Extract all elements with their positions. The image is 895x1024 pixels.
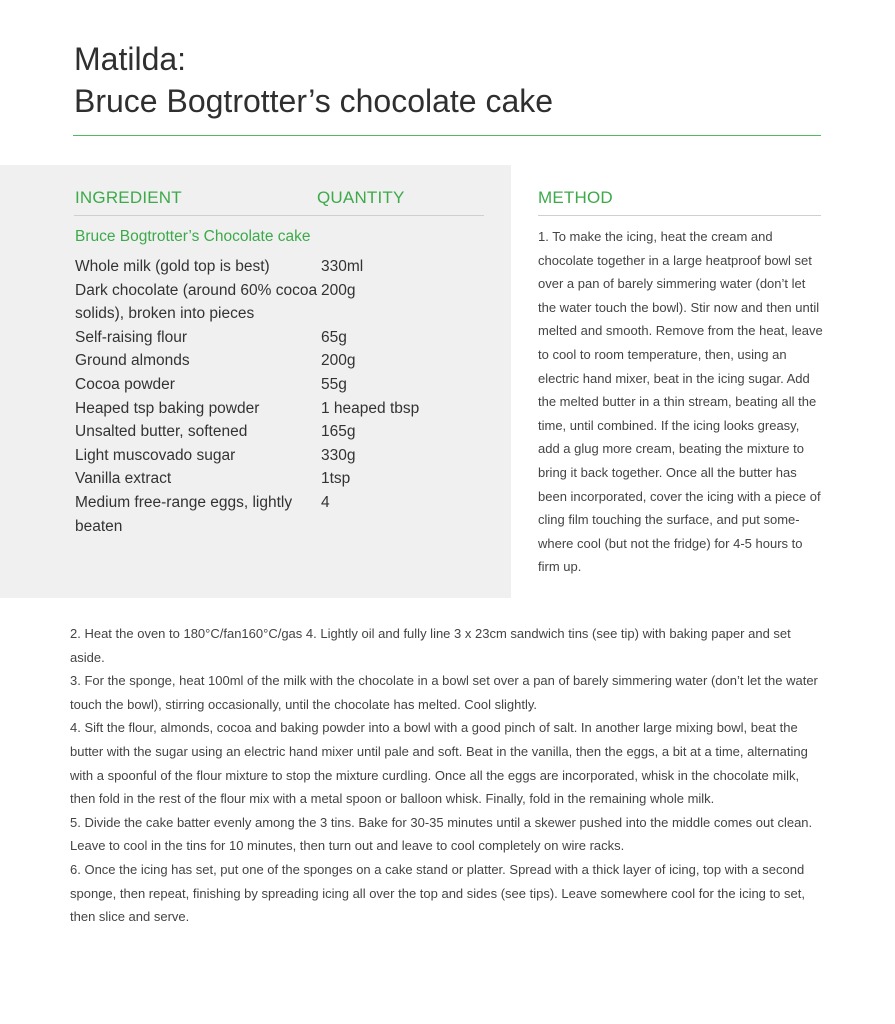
ingredient-quantity: 200g [321,281,356,299]
ingredients-section-title: Bruce Bogtrotter’s Chocolate cake [75,228,311,245]
table-row [75,420,485,444]
table-row [75,373,485,397]
table-row [75,255,485,279]
ingredient-name: Cocoa powder [75,375,175,393]
ingredient-quantity: 65g [321,328,347,346]
method-step-2: 2. Heat the oven to 180°C/fan160°C/gas 4. Lightly oil and fully line 3 x 23cm sandwich tins (see tip) with baking paper and set aside. [70,626,791,665]
method-step-5: 5. Divide the cake batter evenly among the 3 tins. Bake for 30-35 minutes until a skewer pushed into the middle comes out clean. Leave to cool in the tins for 10 minutes, then turn out and leave to cool completely on wire racks. [70,814,813,854]
ingredient-name: Light muscovado sugar [75,446,236,464]
ingredient-quantity: 1tsp [321,470,351,488]
page-title [74,38,553,122]
method-divider [538,215,821,216]
ingredient-quantity: 200g [321,352,356,370]
table-row [75,444,485,468]
method-step-6: 6. Once the icing has set, put one of the sponges on a cake stand or platter. Spread with a thick layer of icing, top with a second sponge, then repeat, finishing by spreading icing all over the top and sides (see tips). Leave somewhere cool for the icing to set, then slice and serve. [70,861,805,925]
ingredient-name: Ground almonds [75,352,190,370]
ingredients-table [75,255,485,538]
title-line-1: Matilda: [74,41,187,77]
ingredient-name: Dark chocolate (around 60% cocoa solids), broken into pieces [75,281,318,323]
table-row [75,326,485,350]
ingredient-quantity: 1 heaped tbsp [321,399,420,417]
ingredient-header: INGREDIENT [75,188,182,207]
table-row [75,491,485,538]
method-header: METHOD [538,188,613,207]
ingredient-name: Vanilla extract [75,470,172,488]
method-step-3: 3. For the sponge, heat 100ml of the milk with the chocolate in a bowl set over a pan of barely simmering water (don’t let the water touch the bowl), stirring occasionally, until the chocolate has melted. Cool slightly. [70,673,818,712]
ingredient-name: Whole milk (gold top is best) [75,258,270,275]
ingredient-quantity: 330ml [321,258,364,275]
method-steps [70,622,822,929]
table-row [75,397,485,421]
ingredient-name: Heaped tsp baking powder [75,399,260,417]
ingredient-quantity: 4 [321,493,330,511]
ingredient-quantity: 330g [321,446,356,464]
quantity-header: QUANTITY [317,188,405,207]
ingredient-name: Self-raising flour [75,328,187,346]
method-step-1: 1. To make the icing, heat the cream and chocolate together in a large heatproof bowl set over a pan of barely simmering water (don’t let the water touch the bowl). Stir now and then until melted and smooth. Remove from the heat, leave to cool to room temperature, then, using an electric hand mixer, beat in the icing sugar. Add the melted butter in a thin stream, beating all the time, until combined. If the icing looks greasy, add a glug more cream, beating the mixture to bring it back together. Once all the butter has been incorporated, cover the icing with a piece of cling film touching the surface, and put somewhere cool (but not the fridge) for 4-5 hours to firm up. [538,229,823,575]
table-row [75,279,485,326]
title-divider [73,135,821,136]
ingredient-quantity: 165g [321,423,356,441]
ingredient-quantity: 55g [321,375,347,393]
title-line-2: Bruce Bogtrotter’s chocolate cake [74,83,554,119]
ingredient-name: Medium free-range eggs, lightly beaten [75,493,293,535]
table-row [75,349,485,373]
ingredient-name: Unsalted butter, softened [75,423,248,441]
ingredients-divider [74,215,484,216]
method-step-4: 4. Sift the flour, almonds, cocoa and baking powder into a bowl with a good pinch of salt. In another large mixing bowl, beat the butter with the sugar using an electric hand mixer until pale and soft. Beat in the vanilla, then the eggs, a bit at a time, alternating with a spoonful of the flour mixture to stop the mixture curdling. Once all the eggs are incorporated, whisk in the chocolate milk, then fold in the rest of the flour mix with a metal spoon or balloon whisk. Finally, fold in the remaining whole milk. [70,720,808,807]
table-row [75,467,485,491]
